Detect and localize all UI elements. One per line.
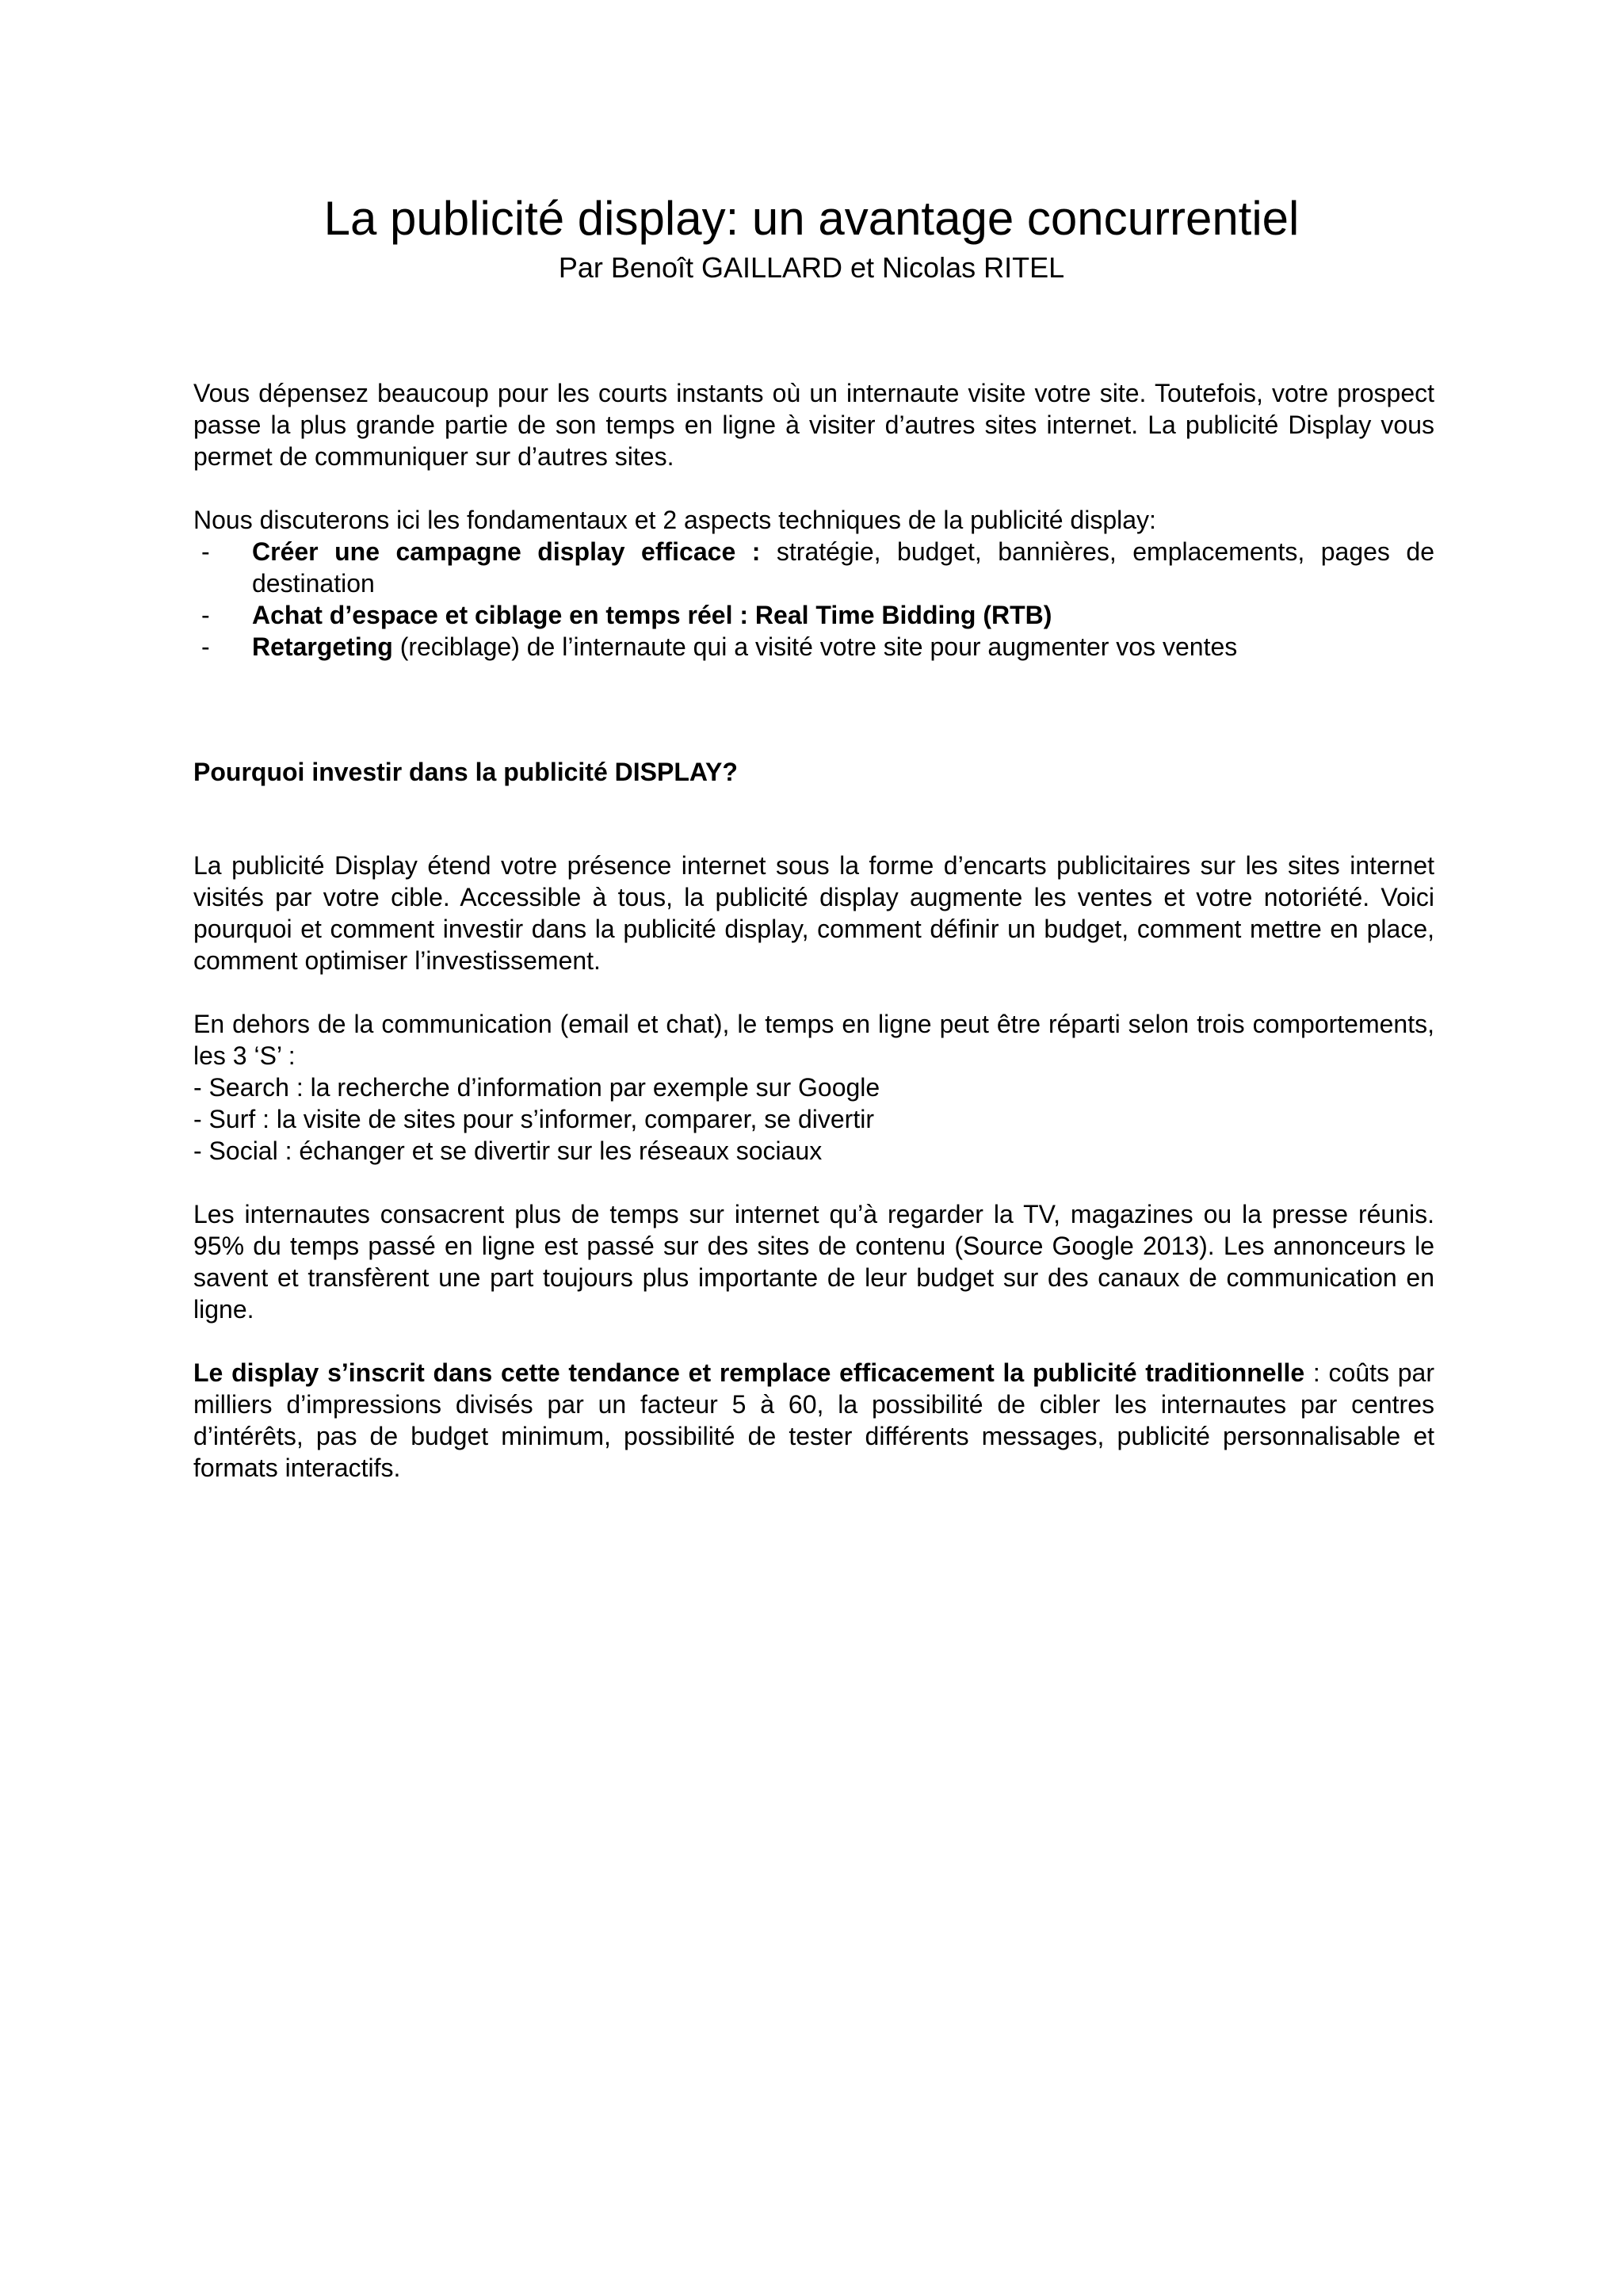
list-dash: - <box>201 537 210 566</box>
list-item-bold: Achat d’espace et ciblage en temps réel : Real Time Bidding (RTB) <box>252 601 1052 629</box>
list-item <box>193 631 1434 663</box>
topics-list <box>193 536 1434 663</box>
paragraph-presence: La publicité Display étend votre présence internet sous la forme d’encarts publicitaires sur les sites internet visités par votre cible. Accessible à tous, la publicité display augmente les ventes et votre notoriété. Voici pourquoi et comment investir dans la publicité display, comment définir un budget, comment mettre en place, comment optimiser l’investissement. <box>193 851 1434 975</box>
paragraph-bold-lead: Le display s’inscrit dans cette tendance et remplace efficacement la publicité traditionnelle <box>193 1358 1305 1387</box>
list-item-bold: Créer une campagne display efficace : <box>252 537 761 566</box>
list-item-text: (reciblage) de l’internaute qui a visité votre site pour augmenter vos ventes <box>392 632 1238 661</box>
paragraph-rest: : coûts par milliers d’impressions divisés par un facteur 5 à 60, la possibilité de cibler les internautes par centres d’intérêts, pas de budget minimum, possibilité de tester différents messages, publicité personnalisable et formats interactifs. <box>193 1358 1435 1482</box>
document-body <box>193 377 1434 1484</box>
list-item <box>193 536 1434 599</box>
intro-paragraph: Vous dépensez beaucoup pour les courts instants où un internaute visite votre site. Toutefois, votre prospect passe la plus grande partie de son temps en ligne à visiter d’autres sites internet. La publicité Display vous permet de communiquer sur d’autres sites. <box>193 379 1434 471</box>
section-heading: Pourquoi investir dans la publicité DISPLAY? <box>193 758 738 786</box>
list-dash: - <box>201 601 210 629</box>
list-intro-paragraph: Nous discuterons ici les fondamentaux et 2 aspects techniques de la publicité display: <box>193 506 1156 534</box>
list-item: - Social : échanger et se divertir sur les réseaux sociaux <box>193 1137 823 1165</box>
document-title: La publicité display: un avantage concurrentiel <box>323 192 1300 245</box>
paragraph-time-online: Les internautes consacrent plus de temps sur internet qu’à regarder la TV, magazines ou la presse réunis. 95% du temps passé en ligne est passé sur des sites de contenu (Source Google 2013). Les annonceurs le savent et transfèrent une part toujours plus importante de leur budget sur des canaux de communication en ligne. <box>193 1200 1434 1324</box>
list-dash: - <box>201 632 210 661</box>
list-item: - Surf : la visite de sites pour s’informer, comparer, se divertir <box>193 1105 874 1133</box>
list-item <box>193 599 1434 631</box>
three-s-list <box>193 1072 1434 1167</box>
paragraph-display-trend <box>193 1357 1434 1484</box>
document-byline: Par Benoît GAILLARD et Nicolas RITEL <box>558 251 1065 284</box>
paragraph-behaviours: En dehors de la communication (email et chat), le temps en ligne peut être réparti selon trois comportements, les 3 ‘S’ : <box>193 1010 1434 1070</box>
list-item-bold: Retargeting <box>252 632 393 661</box>
list-item: - Search : la recherche d’information par exemple sur Google <box>193 1073 880 1102</box>
list-item-text: stratégie, budget, bannières, emplacements, pages de destination <box>252 537 1435 598</box>
